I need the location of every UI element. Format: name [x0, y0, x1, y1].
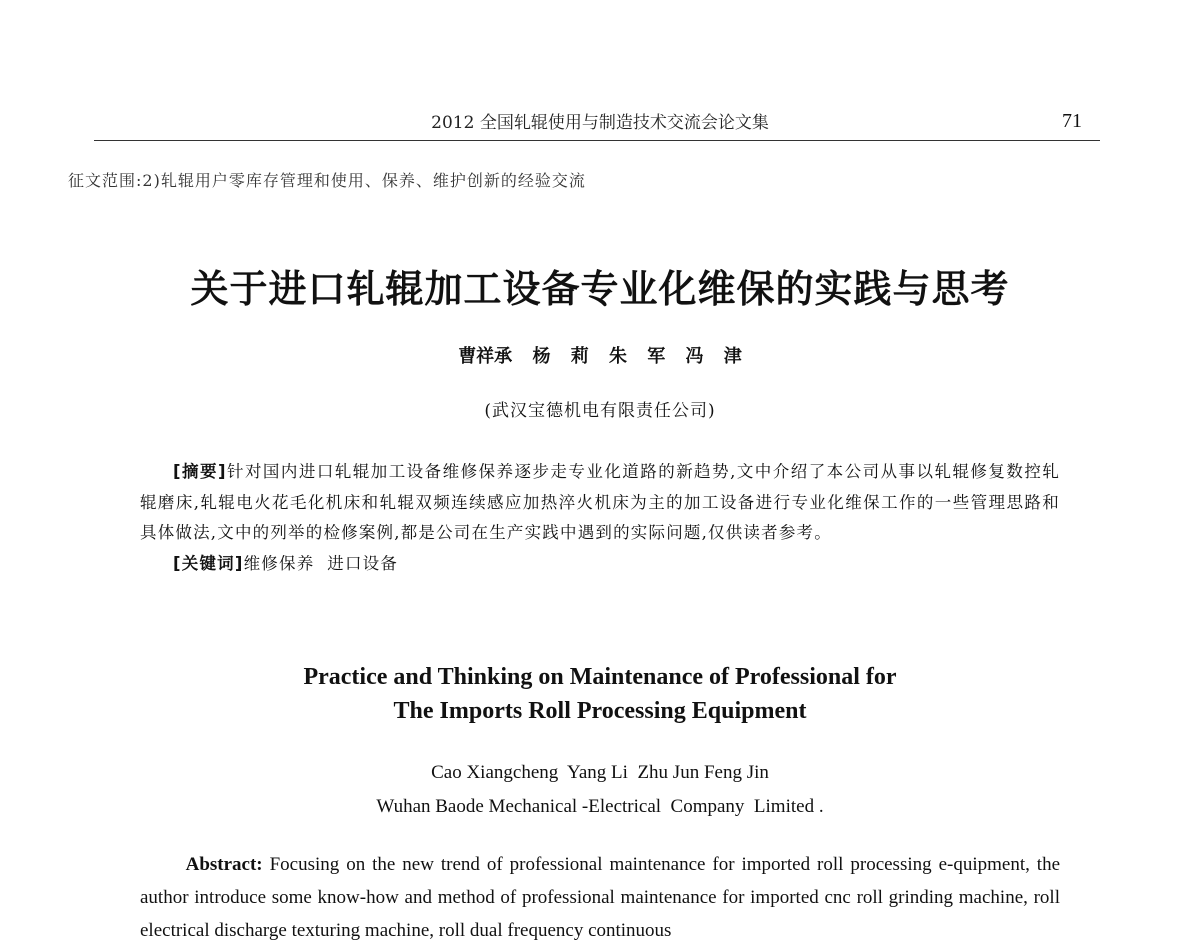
chinese-keywords-text: 维修保养 进口设备: [243, 553, 399, 573]
english-paper-title: [0, 660, 1200, 728]
english-authors: Cao Xiangcheng Yang Li Zhu Jun Feng Jin: [431, 762, 769, 783]
english-affiliation: Wuhan Baode Mechanical -Electrical Company Limited .: [376, 796, 824, 817]
english-title-line-2: The Imports Roll Processing Equipment: [393, 698, 807, 724]
chinese-affiliation: (武汉宝德机电有限责任公司): [484, 401, 716, 421]
chinese-abstract-label: [摘要]: [173, 462, 227, 481]
english-title-line-1: Practice and Thinking on Maintenance of Professional for: [303, 664, 897, 690]
chinese-authors: 曹祥承 杨 莉 朱 军 冯 津: [458, 346, 742, 367]
chinese-abstract-block: [140, 457, 1060, 579]
chinese-keywords-label: [关键词]: [173, 553, 244, 573]
english-abstract-block: [140, 848, 1060, 947]
english-abstract-label: Abstract:: [185, 854, 263, 875]
english-abstract-text: Focusing on the new trend of professional maintenance for imported roll processing e-quipment, the author introduce some know-how and method of professional maintenance for imported cnc roll grinding machine, roll electrical discharge texturing machine, roll dual frequency continuous: [140, 854, 1060, 941]
call-for-papers-scope: 征文范围:2)轧辊用户零库存管理和使用、保养、维护创新的经验交流: [68, 171, 586, 190]
chinese-paper-title: 关于进口轧辊加工设备专业化维保的实践与思考: [190, 267, 1010, 311]
chinese-keywords: [140, 549, 1060, 580]
english-abstract: [140, 848, 1060, 947]
page-number: 71: [1062, 110, 1082, 132]
chinese-abstract-text: 针对国内进口轧辊加工设备维修保养逐步走专业化道路的新趋势,文中介绍了本公司从事以轧辊修复数控轧辊磨床,轧辊电火花毛化机床和轧辊双频连续感应加热淬火机床为主的加工设备进行专业化维保工作的一些管理思路和具体做法,文中的列举的检修案例,都是公司在生产实践中遇到的实际问题,仅供读者参考。: [140, 462, 1060, 542]
running-header-title: 2012 全国轧辊使用与制造技术交流会论文集: [431, 113, 769, 133]
chinese-abstract: [140, 457, 1060, 549]
header-rule: [94, 140, 1100, 141]
